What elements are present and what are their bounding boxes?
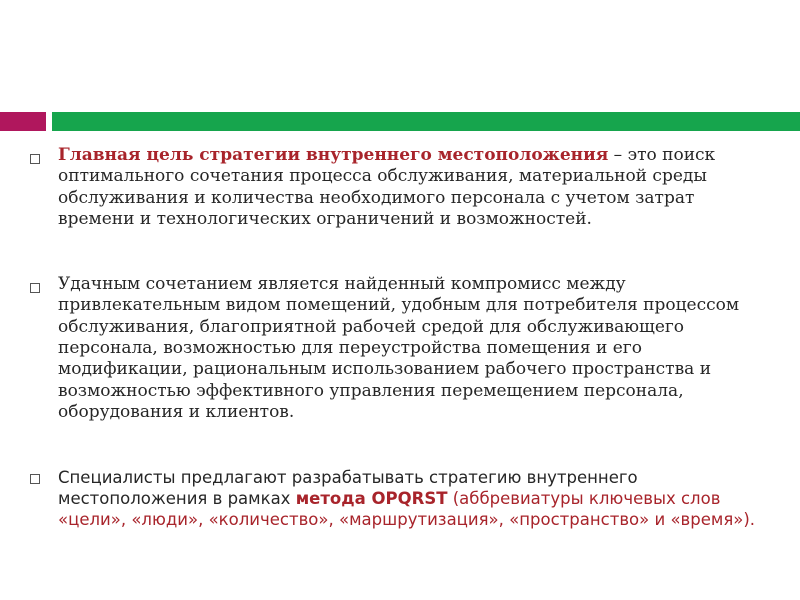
bullet-item-opqrst bbox=[28, 467, 770, 530]
bullet-body-start: Специалисты предлагают разрабатывать стратегию внутреннего местоположения в рамках bbox=[58, 468, 638, 509]
bullet-body: – это поиск оптимального сочетания процесса обслуживания, материальной среды обслуживания и количества необходимого персонала с учетом затрат времени и технологических ограничений и возможностей. bbox=[58, 145, 716, 229]
bullet-text bbox=[58, 468, 755, 529]
accent-bar-green bbox=[52, 112, 800, 131]
bullet-item-goal bbox=[28, 145, 770, 230]
square-bullet-icon bbox=[30, 154, 40, 164]
square-bullet-icon bbox=[30, 283, 40, 293]
highlighted-method: метода OPQRST bbox=[295, 489, 448, 509]
bullet-body-end: (аббревиатуры ключевых слов «цели», «люди», «количество», «маршрутизация», «пространство» и «время»). bbox=[58, 489, 756, 530]
bullet-item-compromise bbox=[28, 274, 770, 423]
accent-bar-pink bbox=[0, 112, 46, 131]
bullet-text: Удачным сочетанием является найденный компромисс между привлекательным видом помещений, удобным для потребителя процессом обслуживания, благоприятной рабочей средой для обслуживающего персонала, возможностью для переустройства помещения и его модификации, рациональным использованием рабочего пространства и возможностью эффективного управления перемещением персонала, оборудования и клиентов. bbox=[58, 274, 740, 422]
bullet-text bbox=[58, 145, 715, 229]
bullet-list bbox=[28, 145, 770, 530]
square-bullet-icon bbox=[30, 474, 40, 484]
highlighted-term: Главная цель стратегии внутреннего местоположения bbox=[58, 145, 609, 165]
